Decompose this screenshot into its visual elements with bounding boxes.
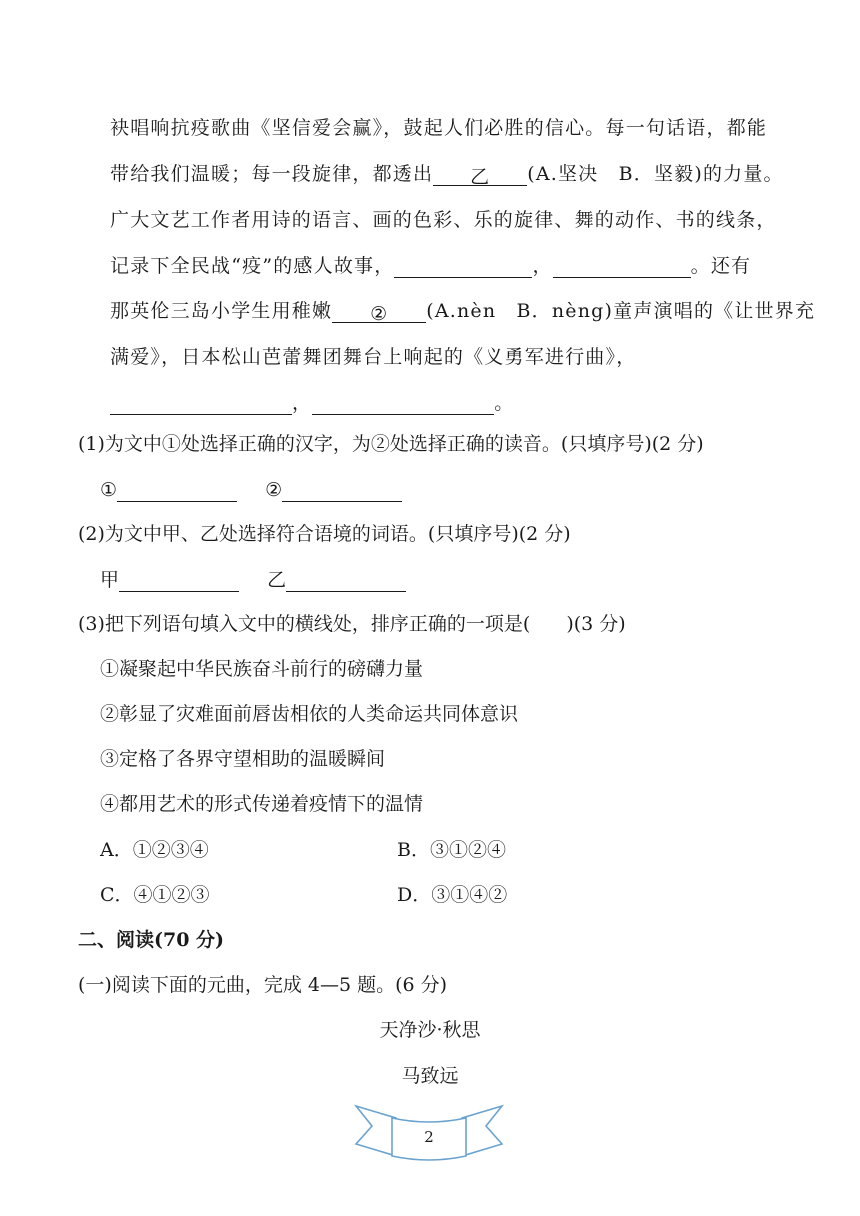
passage-line-2	[110, 162, 784, 186]
question-1-answers	[100, 478, 402, 502]
poem-title: 天净沙·秋思	[379, 1019, 481, 1041]
q1-label-a: ①	[100, 479, 118, 501]
passage-line-2-text-a: 带给我们温暖；每一段旋律，都透出	[110, 163, 434, 185]
q3-option-a[interactable]: A．①②③④	[100, 839, 209, 861]
fill-blank-4[interactable]	[312, 394, 494, 415]
q2-label-a: 甲	[100, 569, 120, 591]
q1-answer-a[interactable]	[117, 481, 237, 502]
passage-line-3: 广大文艺工作者用诗的语言、画的色彩、乐的旋律、舞的动作、书的线条，	[110, 209, 777, 231]
question-2-answers	[100, 568, 406, 592]
passage-line-7	[110, 391, 514, 415]
blank-2-mark: ②	[370, 303, 389, 325]
reading-1-instruction: (一)阅读下面的元曲，完成 4—5 题。(6 分)	[78, 974, 448, 996]
passage-line-7-period: 。	[494, 392, 515, 414]
fill-blank-2[interactable]	[553, 257, 691, 278]
passage-line-4-text-c: 。还有	[690, 255, 752, 277]
q1-label-b: ②	[265, 479, 283, 501]
fill-blank-1[interactable]	[394, 257, 532, 278]
page-number-ribbon	[354, 1104, 504, 1164]
blank-yi[interactable]	[433, 165, 527, 186]
q3-item-1: ①凝聚起中华民族奋斗前行的磅礴力量	[100, 658, 424, 680]
passage-line-5-text-b: (A.nèn B．nèng)童声演唱的《让世界充	[426, 300, 816, 322]
page-number: 2	[424, 1128, 434, 1146]
question-2: (2)为文中甲、乙处选择符合语境的词语。(只填序号)(2 分)	[78, 523, 571, 545]
q3-item-3: ③定格了各界守望相助的温暖瞬间	[100, 748, 386, 770]
section-2-heading: 二、阅读(70 分)	[78, 929, 225, 951]
q3-option-b[interactable]: B．③①②④	[397, 839, 506, 861]
q3-text-a: (3)把下列语句填入文中的横线处，排序正确的一项是(	[78, 613, 531, 635]
q3-item-4: ④都用艺术的形式传递着疫情下的温情	[100, 793, 424, 815]
blank-2[interactable]	[332, 302, 426, 323]
q3-option-d[interactable]: D．③①④②	[397, 884, 508, 906]
blank-yi-mark: 乙	[470, 166, 491, 188]
passage-line-1: 袂唱响抗疫歌曲《坚信爱会赢》，鼓起人们必胜的信心。每一句话语，都能	[110, 117, 768, 139]
q3-option-c[interactable]: C．④①②③	[100, 884, 210, 906]
q3-text-b: )(3 分)	[566, 613, 626, 635]
passage-line-4-comma: ，	[532, 255, 553, 277]
passage-line-5-text-a: 那英伦三岛小学生用稚嫩	[110, 300, 333, 322]
passage-line-4	[110, 254, 751, 278]
q1-answer-b[interactable]	[282, 481, 402, 502]
passage-line-4-text-a: 记录下全民战“疫”的感人故事，	[110, 255, 395, 277]
question-1: (1)为文中①处选择正确的汉字，为②处选择正确的读音。(只填序号)(2 分)	[78, 433, 704, 455]
poem-author: 马致远	[401, 1065, 459, 1087]
passage-line-7-comma: ，	[292, 392, 313, 414]
question-3	[78, 612, 626, 636]
passage-line-6: 满爱》，日本松山芭蕾舞团舞台上响起的《义勇军进行曲》，	[110, 346, 637, 368]
passage-line-2-text-b: (A.坚决 B．坚毅)的力量。	[527, 163, 784, 185]
q2-answer-b[interactable]	[286, 571, 406, 592]
passage-line-5	[110, 299, 815, 323]
q2-label-b: 乙	[267, 569, 287, 591]
q3-item-2: ②彰显了灾难面前唇齿相依的人类命运共同体意识	[100, 703, 519, 725]
fill-blank-3[interactable]	[110, 394, 292, 415]
q2-answer-a[interactable]	[119, 571, 239, 592]
